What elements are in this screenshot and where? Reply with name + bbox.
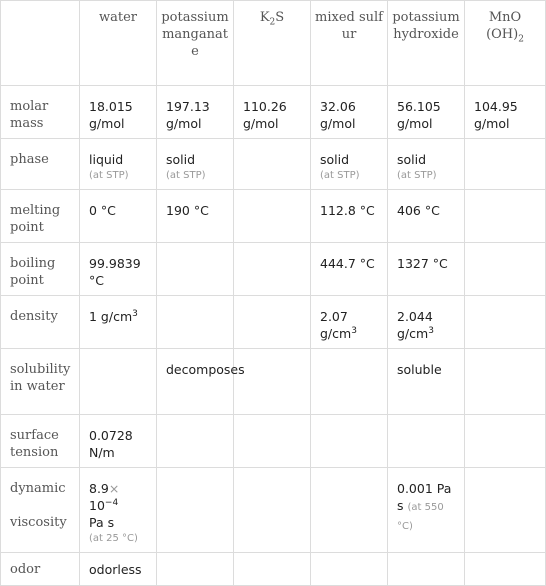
density-exponent: 3	[132, 308, 138, 319]
cell-dynamic-viscosity-mno-oh2	[465, 468, 546, 553]
cell-molar-mass-water: 18.015 g/mol	[80, 86, 157, 139]
cell-solubility-water	[80, 349, 157, 415]
cell-boiling-point-water: 99.9839 °C	[80, 243, 157, 296]
cell-surface-tension-mno-oh2	[465, 415, 546, 468]
cell-density-k2s	[234, 296, 311, 349]
cell-density-mno-oh2	[465, 296, 546, 349]
cell-melting-point-k2s	[234, 190, 311, 243]
row-molar-mass	[1, 86, 546, 139]
viscosity-base: 10	[89, 498, 105, 513]
row-phase	[1, 139, 546, 190]
cell-solubility-k2s	[234, 349, 311, 415]
cell-solubility-potassium-hydroxide: soluble	[388, 349, 465, 415]
mno-subscript: 2	[518, 34, 524, 45]
cell-surface-tension-potassium-manganate	[157, 415, 234, 468]
cell-molar-mass-potassium-manganate: 197.13 g/mol	[157, 86, 234, 139]
cell-density-mixed-sulfur	[311, 296, 388, 349]
cell-phase-mno-oh2	[465, 139, 546, 190]
cell-molar-mass-mixed-sulfur: 32.06 g/mol	[311, 86, 388, 139]
viscosity-note: (at 550 °C)	[397, 502, 444, 532]
row-density	[1, 296, 546, 349]
density-value: 1 g/cm	[89, 309, 133, 324]
row-surface-tension	[1, 415, 546, 468]
corner-cell	[1, 1, 80, 86]
cell-odor-k2s	[234, 553, 311, 586]
cell-dynamic-viscosity-mixed-sulfur	[311, 468, 388, 553]
column-header-mixed-sulfur: mixed sulfur	[311, 1, 388, 86]
cell-dynamic-viscosity-potassium-hydroxide	[388, 468, 465, 553]
row-label-odor: odor	[1, 553, 80, 586]
phase-value: solid	[397, 152, 427, 167]
cell-melting-point-potassium-hydroxide: 406 °C	[388, 190, 465, 243]
k2s-k: K	[259, 10, 270, 25]
cell-melting-point-water: 0 °C	[80, 190, 157, 243]
row-label-molar-mass: molar mass	[1, 86, 80, 139]
row-label-density: density	[1, 296, 80, 349]
cell-boiling-point-k2s	[234, 243, 311, 296]
cell-solubility-mno-oh2	[465, 349, 546, 415]
cell-surface-tension-water: 0.0728 N/m	[80, 415, 157, 468]
cell-melting-point-mixed-sulfur: 112.8 °C	[311, 190, 388, 243]
column-header-mno-oh2	[465, 1, 546, 86]
cell-density-water	[80, 296, 157, 349]
times-sign: ×	[108, 481, 120, 496]
cell-odor-mno-oh2	[465, 553, 546, 586]
cell-phase-k2s	[234, 139, 311, 190]
cell-boiling-point-potassium-hydroxide: 1327 °C	[388, 243, 465, 296]
cell-density-potassium-manganate	[157, 296, 234, 349]
cell-boiling-point-mno-oh2	[465, 243, 546, 296]
cell-dynamic-viscosity-k2s	[234, 468, 311, 553]
viscosity-note: (at 25 °C)	[89, 533, 138, 544]
cell-melting-point-mno-oh2	[465, 190, 546, 243]
cell-solubility-mixed-sulfur	[311, 349, 388, 415]
cell-phase-potassium-hydroxide	[388, 139, 465, 190]
density-value: 2.044 g/cm	[397, 309, 433, 341]
row-label-melting-point: melting point	[1, 190, 80, 243]
label-viscosity: viscosity	[10, 515, 67, 530]
cell-odor-water: odorless	[80, 553, 157, 586]
phase-note: (at STP)	[89, 170, 129, 181]
phase-value: liquid	[89, 152, 124, 167]
label-dynamic: dynamic	[10, 481, 66, 496]
cell-phase-mixed-sulfur	[311, 139, 388, 190]
viscosity-mantissa: 8.9	[89, 481, 109, 496]
oh-part: (OH)	[486, 27, 519, 42]
phase-note: (at STP)	[397, 170, 437, 181]
phase-value: solid	[320, 152, 350, 167]
cell-phase-potassium-manganate	[157, 139, 234, 190]
cell-odor-potassium-manganate	[157, 553, 234, 586]
viscosity-unit: Pa s	[89, 515, 115, 530]
density-exponent: 3	[428, 325, 434, 336]
column-header-potassium-manganate: potassium manganate	[157, 1, 234, 86]
cell-odor-potassium-hydroxide	[388, 553, 465, 586]
cell-density-potassium-hydroxide	[388, 296, 465, 349]
k2s-s: S	[275, 10, 285, 25]
cell-molar-mass-mno-oh2: 104.95 g/mol	[465, 86, 546, 139]
mno-part: MnO	[488, 10, 522, 25]
phase-value: solid	[166, 152, 196, 167]
row-boiling-point	[1, 243, 546, 296]
row-dynamic-viscosity	[1, 468, 546, 553]
column-header-k2s	[234, 1, 311, 86]
density-exponent: 3	[351, 325, 357, 336]
cell-surface-tension-mixed-sulfur	[311, 415, 388, 468]
cell-odor-mixed-sulfur	[311, 553, 388, 586]
row-label-surface-tension: surface tension	[1, 415, 80, 468]
cell-surface-tension-k2s	[234, 415, 311, 468]
cell-boiling-point-mixed-sulfur: 444.7 °C	[311, 243, 388, 296]
cell-melting-point-potassium-manganate: 190 °C	[157, 190, 234, 243]
header-row	[1, 1, 546, 86]
cell-surface-tension-potassium-hydroxide	[388, 415, 465, 468]
viscosity-exponent: −4	[104, 497, 119, 508]
row-label-phase: phase	[1, 139, 80, 190]
cell-dynamic-viscosity-water	[80, 468, 157, 553]
row-label-dynamic-viscosity	[1, 468, 80, 553]
viscosity-value: 0.001 Pa s	[397, 481, 452, 513]
cell-phase-water	[80, 139, 157, 190]
k2s-subscript: 2	[269, 17, 276, 28]
cell-solubility-potassium-manganate: decomposes	[157, 349, 234, 415]
row-label-boiling-point: boiling point	[1, 243, 80, 296]
row-label-solubility-in-water: solubility in water	[1, 349, 80, 415]
cell-dynamic-viscosity-potassium-manganate	[157, 468, 234, 553]
phase-note: (at STP)	[166, 170, 206, 181]
cell-boiling-point-potassium-manganate	[157, 243, 234, 296]
row-odor	[1, 553, 546, 586]
cell-molar-mass-k2s: 110.26 g/mol	[234, 86, 311, 139]
column-header-potassium-hydroxide: potassium hydroxide	[388, 1, 465, 86]
phase-note: (at STP)	[320, 170, 360, 181]
density-value: 2.07 g/cm	[320, 309, 352, 341]
cell-molar-mass-potassium-hydroxide: 56.105 g/mol	[388, 86, 465, 139]
row-solubility-in-water	[1, 349, 546, 415]
column-header-water: water	[80, 1, 157, 86]
row-melting-point	[1, 190, 546, 243]
